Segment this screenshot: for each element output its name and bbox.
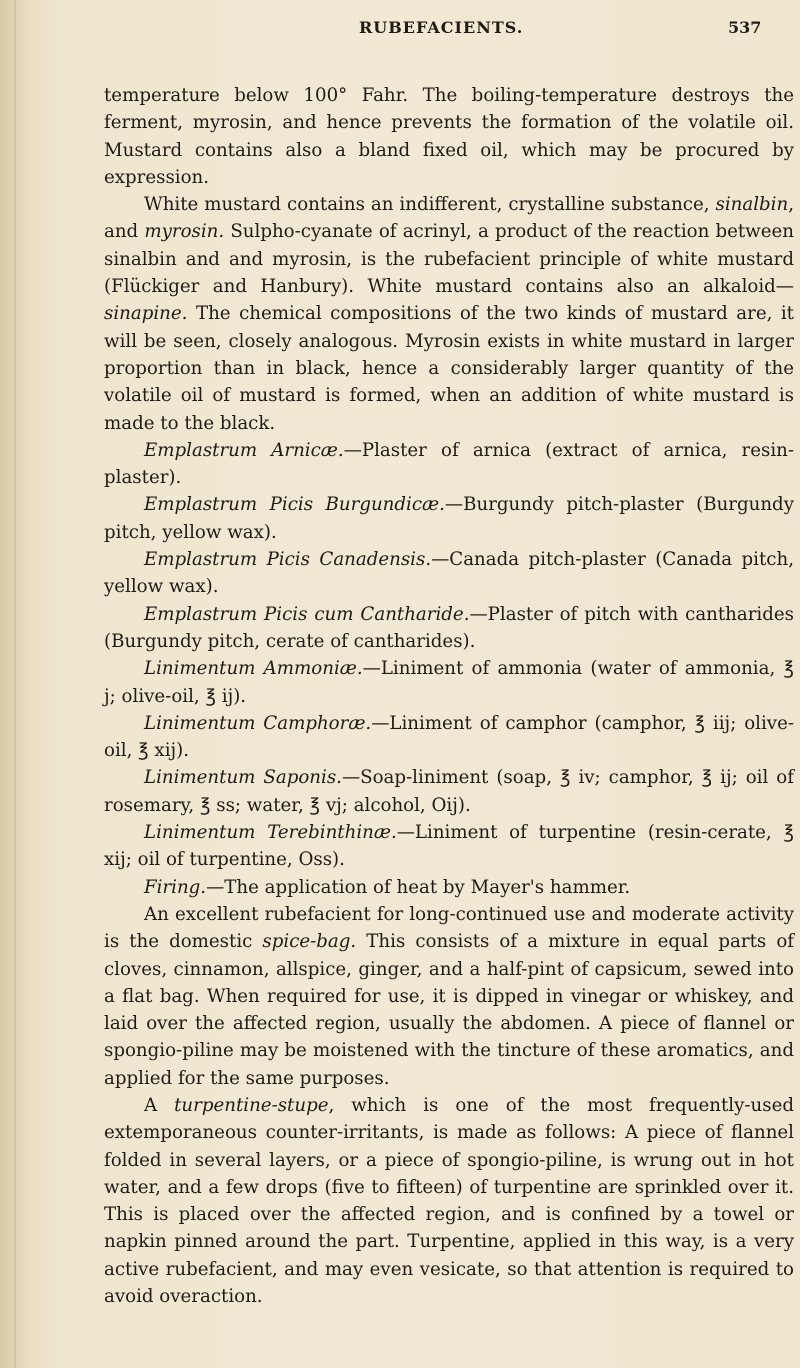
italic-run: myrosin. (144, 221, 225, 243)
text-run: —Liniment of ammonia (water of ammonia, ℥ j; olive-oil, ℥ ij). (104, 658, 795, 707)
paragraph-p12 (104, 901, 794, 1092)
italic-run: Linimentum Camphoræ. (144, 712, 372, 734)
paragraph-p11 (104, 874, 794, 901)
text-run: The chemical compositions of the two kinds of mustard are, it will be seen, closely analogous. Myrosin exists in white mustard in larger proportion than in black, hence a considerably larger quantity of the volatile oil of mustard is formed, when an addition of white mustard is made to the black. (104, 303, 794, 434)
page-gutter (14, 0, 16, 1368)
italic-run: Emplastrum Picis Burgundicæ. (144, 494, 445, 516)
body-text (104, 82, 794, 1310)
page-number: 537 (728, 18, 762, 37)
italic-run: Linimentum Saponis. (144, 767, 342, 789)
italic-run: turpentine-stupe (174, 1094, 329, 1116)
text-run: —The application of heat by Mayer's hammer. (206, 876, 631, 898)
text-run: —Liniment of turpentine (resin-cerate, ℥ xij; oil of turpentine, Oss). (104, 822, 794, 871)
italic-run: Emplastrum Picis Canadensis. (144, 549, 432, 571)
paragraph-p3 (104, 437, 794, 492)
text-run: , and (104, 194, 794, 243)
text-run: —Burgundy pitch-plaster (Burgundy pitch, yellow wax). (104, 494, 794, 543)
text-run: —Soap-liniment (soap, ℥ iv; camphor, ℥ ij; oil of rosemary, ℥ ss; water, ℥ vj; alcohol, Oij). (104, 767, 794, 816)
paragraph-p5 (104, 546, 794, 601)
text-run: —Canada pitch-plaster (Canada pitch, yellow wax). (104, 549, 794, 598)
text-run: —Plaster of arnica (extract of arnica, resin-plaster). (104, 439, 794, 489)
paragraph-p10 (104, 819, 794, 874)
paragraph-p13 (104, 1092, 794, 1310)
text-run: This consists of a mixture in equal parts of cloves, cinnamon, allspice, ginger, and a half-pint of capsicum, sewed into a flat bag. When required for use, it is dipped in vinegar or whiskey, and laid over the affected region, usually the abdomen. A piece of flannel or spongio-piline may be moistened with the tincture of these aromatics, and applied for the same purposes. (104, 931, 794, 1089)
paragraph-p2 (104, 191, 794, 437)
paragraph-p9 (104, 764, 794, 819)
text-run: , which is one of the most frequently-used extemporaneous counter-irritants, is made as follows: A piece of flannel folded in several layers, or a piece of spongio-piline, is wrung out in hot water, and a few drops (five to fifteen) of turpentine are sprinkled over it. This is placed over the affected region, and is confined by a towel or napkin pinned around the part. Turpentine, applied in this way, is a very active rubefacient, and may even vesicate, so that attention is required to avoid overaction. (104, 1094, 795, 1308)
text-run: White mustard contains an indifferent, crystalline substance, (144, 194, 716, 216)
text-run: Sulpho-cyanate of acrinyl, a product of the reaction between sinalbin and and myrosin, is the rubefacient principle of white mustard (Flückiger and Hanbury). White mustard contains also an alkaloid— (104, 221, 794, 298)
italic-run: Linimentum Terebinthinæ. (144, 822, 397, 844)
text-run: —Plaster of pitch with cantharides (Burgundy pitch, cerate of cantharides). (104, 603, 794, 652)
italic-run: Firing. (144, 876, 207, 898)
page-header (106, 12, 796, 42)
italic-run: sinapine. (104, 303, 188, 325)
running-head: RUBEFACIENTS. (359, 18, 524, 37)
italic-run: sinalbin (715, 194, 789, 216)
text-run: A (144, 1094, 175, 1116)
paragraph-p6 (104, 601, 794, 656)
italic-run: Emplastrum Picis cum Cantharide. (144, 603, 470, 625)
italic-run: spice-bag. (262, 931, 357, 953)
text-run: temperature below 100° Fahr. The boiling-temperature destroys the ferment, myrosin, and hence prevents the formation of the volatile oil. Mustard contains also a bland fixed oil, which may be procured by expression. (104, 85, 794, 188)
paragraph-p4 (104, 491, 794, 546)
italic-run: Linimentum Ammoniæ. (144, 658, 363, 680)
paragraph-p1 (104, 82, 794, 191)
text-run: —Liniment of camphor (camphor, ℥ iij; olive-oil, ℥ xij). (104, 712, 794, 762)
paragraph-p8 (104, 710, 794, 765)
paragraph-p7 (104, 655, 794, 710)
text-run: An excellent rubefacient for long-continued use and moderate activity is the domestic (104, 903, 794, 953)
italic-run: Emplastrum Arnicæ. (144, 439, 344, 461)
